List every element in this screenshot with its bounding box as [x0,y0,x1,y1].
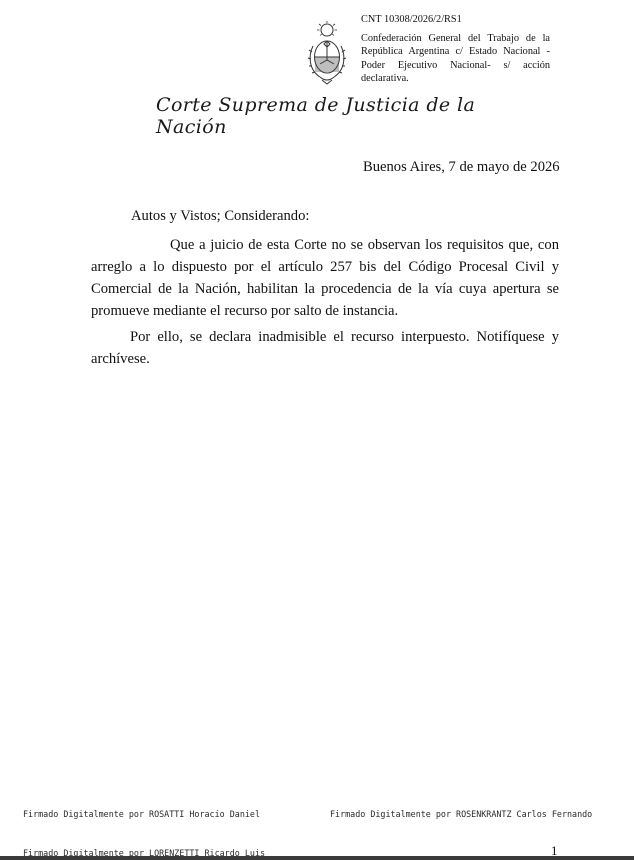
case-number: CNT 10308/2026/2/RS1 [361,14,462,25]
page-bottom-edge [0,856,638,860]
paragraph-considerando: Que a juicio de esta Corte no se observan los requisitos que, con arreglo a lo dispuesto por el artículo 257 bis del Código Procesal Civil y Comercial de la Nación, habilitan la procedencia de la vía cuya apertura se promueve mediante el recurso por salto de instancia. [91,237,559,319]
paragraph-resolution: Por ello, se declara inadmisible el recurso interpuesto. Notifíquese y archívese. [91,329,559,367]
signature-line: Firmado Digitalmente por ROSENKRANTZ Carlos Fernando [330,809,593,819]
opening-line: Autos y Vistos; Considerando: [131,208,310,224]
national-coat-of-arms-icon [306,20,348,86]
signature-line: Firmado Digitalmente por LORENZETTI Ricardo Luis [23,848,266,858]
signature-line: Firmado Digitalmente por ROSATTI Horacio Daniel [23,809,260,819]
court-title: Corte Suprema de Justicia de la Nación [156,94,476,138]
case-title: Confederación General del Trabajo de la República Argentina c/ Estado Nacional -Poder Ejecutivo Nacional- s/ acción declarativa. [361,33,550,84]
date-line: Buenos Aires, 7 de mayo de 2026 [363,159,560,175]
case-header [361,13,550,85]
page-number: 1 [551,843,558,858]
page-right-edge [634,0,638,860]
